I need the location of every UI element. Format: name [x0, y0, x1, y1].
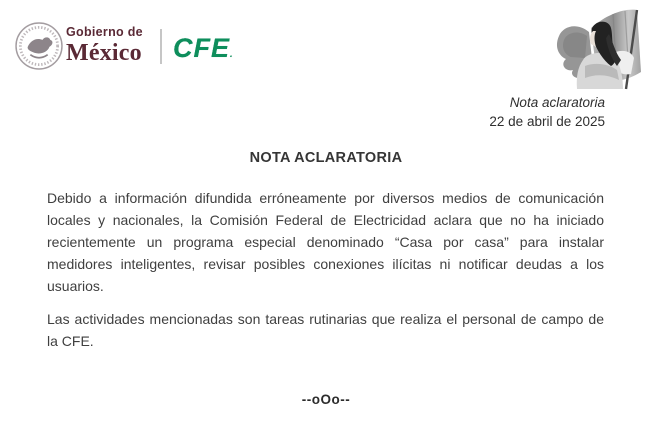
logo-divider [160, 29, 162, 64]
document-body [47, 187, 604, 352]
cfe-logo [173, 35, 233, 62]
body-paragraph-2: Las actividades mencionadas son tareas rutinarias que realiza el personal de campo de la CFE. [47, 311, 604, 349]
gobierno-wordmark-line1: Gobierno de [66, 25, 143, 39]
cfe-logo-text: CFE [173, 33, 230, 63]
body-paragraph-1: Debido a información difundida erróneamente por diversos medios de comunicación locales y nacionales, la Comisión Federal de Electricidad aclara que no ha iniciado recientemente un programa especial denominado “Casa por casa” para instalar medidores inteligentes, revisar posibles conexiones ilícitas ni notificar deudas a los usuarios. [47, 190, 604, 294]
gobierno-de-mexico-wordmark [66, 26, 143, 65]
document-date: 22 de abril de 2025 [489, 114, 605, 129]
footer-separator: --oOo-- [301, 392, 351, 407]
woman-with-mexican-flag-image [551, 6, 651, 90]
document-title: NOTA ACLARATORIA [249, 150, 403, 166]
document-type-label: Nota aclaratoria [509, 95, 605, 110]
cfe-logo-mark: . [230, 49, 233, 59]
gobierno-wordmark-line2: México [66, 39, 142, 66]
date-block [489, 95, 605, 129]
mexico-coat-of-arms-seal-icon [13, 20, 65, 72]
